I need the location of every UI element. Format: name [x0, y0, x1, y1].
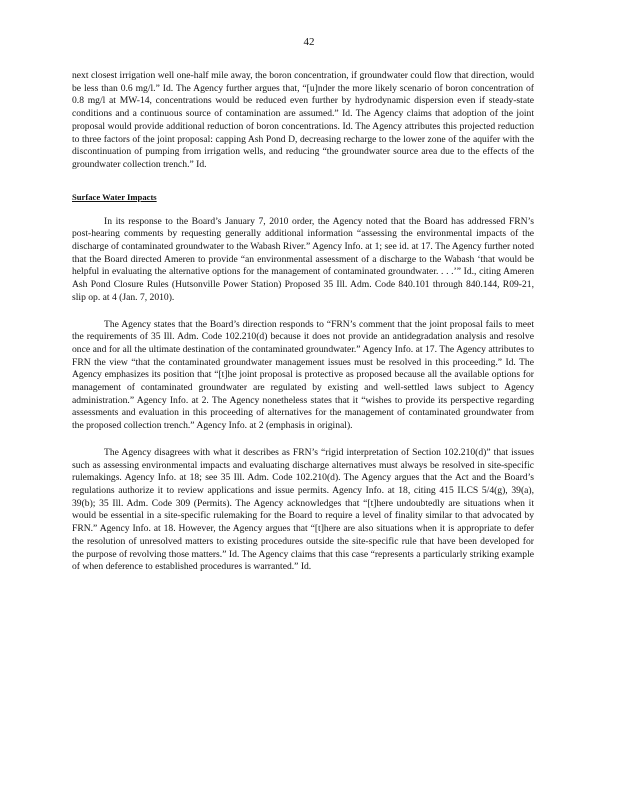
paragraph-continuation: next closest irrigation well one-half mile away, the boron concentration, if groundwater could flow that direction, would be less than 0.6 mg/l.” Id. The Agency further argues that, “[u]nder the more likely scenario of boron concentration of 0.8 mg/l at MW-14, concentrations would be reduced even further by hydrodynamic dispersion even if steady-state conditions and a continuous source of contamination are assumed.” Id. The Agency claims that adoption of the joint proposal would provide additional reduction of boron concentrations. Id. The Agency attributes this projected reduction to three factors of the joint proposal: capping Ash Pond D, decreasing recharge to the lower zone of the aquifer with the discontinuation of pumping from irrigation wells, and reducing “the groundwater source area due to the effects of the groundwater collection trench.” Id.: [72, 70, 534, 170]
page-number: 42: [303, 36, 315, 48]
paragraph: The Agency disagrees with what it describes as FRN’s “rigid interpretation of Section 102.210(d)” that issues such as assessing environmental impacts and evaluating discharge alternatives must always be resolved in site-specific rulemakings. Agency Info. at 18; see 35 Ill. Adm. Code 102.210(d). The Agency argues that the Act and the Board’s regulations authorize it to review applications and issue permits. Agency Info. at 18, citing 415 ILCS 5/4(g), 39(a), 39(b); 35 Ill. Adm. Code 309 (Permits). The Agency acknowledges that “[t]here undoubtedly are situations when it would be essential in a site-specific rulemaking for the Board to require a level of finality similar to that advocated by FRN.” Agency Info. at 18. However, the Agency argues that “[t]here are also situations when it is appropriate to defer the resolution of unresolved matters to existing procedures outside the site-specific rule that have been developed for the purpose of revolving those matters.” Id. The Agency claims that this case “represents a particularly striking example of when deference to established procedures is warranted.” Id.: [72, 446, 534, 573]
paragraph: In its response to the Board’s January 7, 2010 order, the Agency noted that the Board has addressed FRN’s post-hearing comments by requesting generally additional information “assessing the environmental impacts of the discharge of contaminated groundwater to the Wabash River.” Agency Info. at 1; see id. at 17. The Agency further noted that the Board directed Ameren to provide “an environmental assessment of a discharge to the Wabash ‘that would be helpful in evaluating the alternative options for the management of contaminated groundwater. . . .’” Id., citing Ameren Ash Pond Closure Rules (Hutsonville Power Station) Proposed 35 Ill. Adm. Code 840.101 through 840.144, R09-21, slip op. at 4 (Jan. 7, 2010).: [72, 215, 534, 303]
section-heading: Surface Water Impacts: [72, 191, 157, 202]
document-body: [72, 70, 534, 588]
paragraph: The Agency states that the Board’s direction responds to “FRN’s comment that the joint proposal fails to meet the requirements of 35 Ill. Adm. Code 102.210(d) because it does not provide an antidegradation analysis and resolve once and for all the ultimate destination of the contaminated groundwater.” Agency Info. at 17. The Agency attributes to FRN the view “that the contaminated groundwater management issues must be resolved in this proceeding.” Id. The Agency emphasizes its position that “[t]he joint proposal is protective as proposed because all the available options for management of contaminated groundwater are regulated by existing and well-settled laws subject to Agency administration.” Agency Info. at 2. The Agency nonetheless states that it “wishes to provide its perspective regarding assessments and evaluation in this proceeding of alternatives for the management of contaminated groundwater from the proposed collection trench.” Agency Info. at 2 (emphasis in original).: [72, 318, 534, 432]
